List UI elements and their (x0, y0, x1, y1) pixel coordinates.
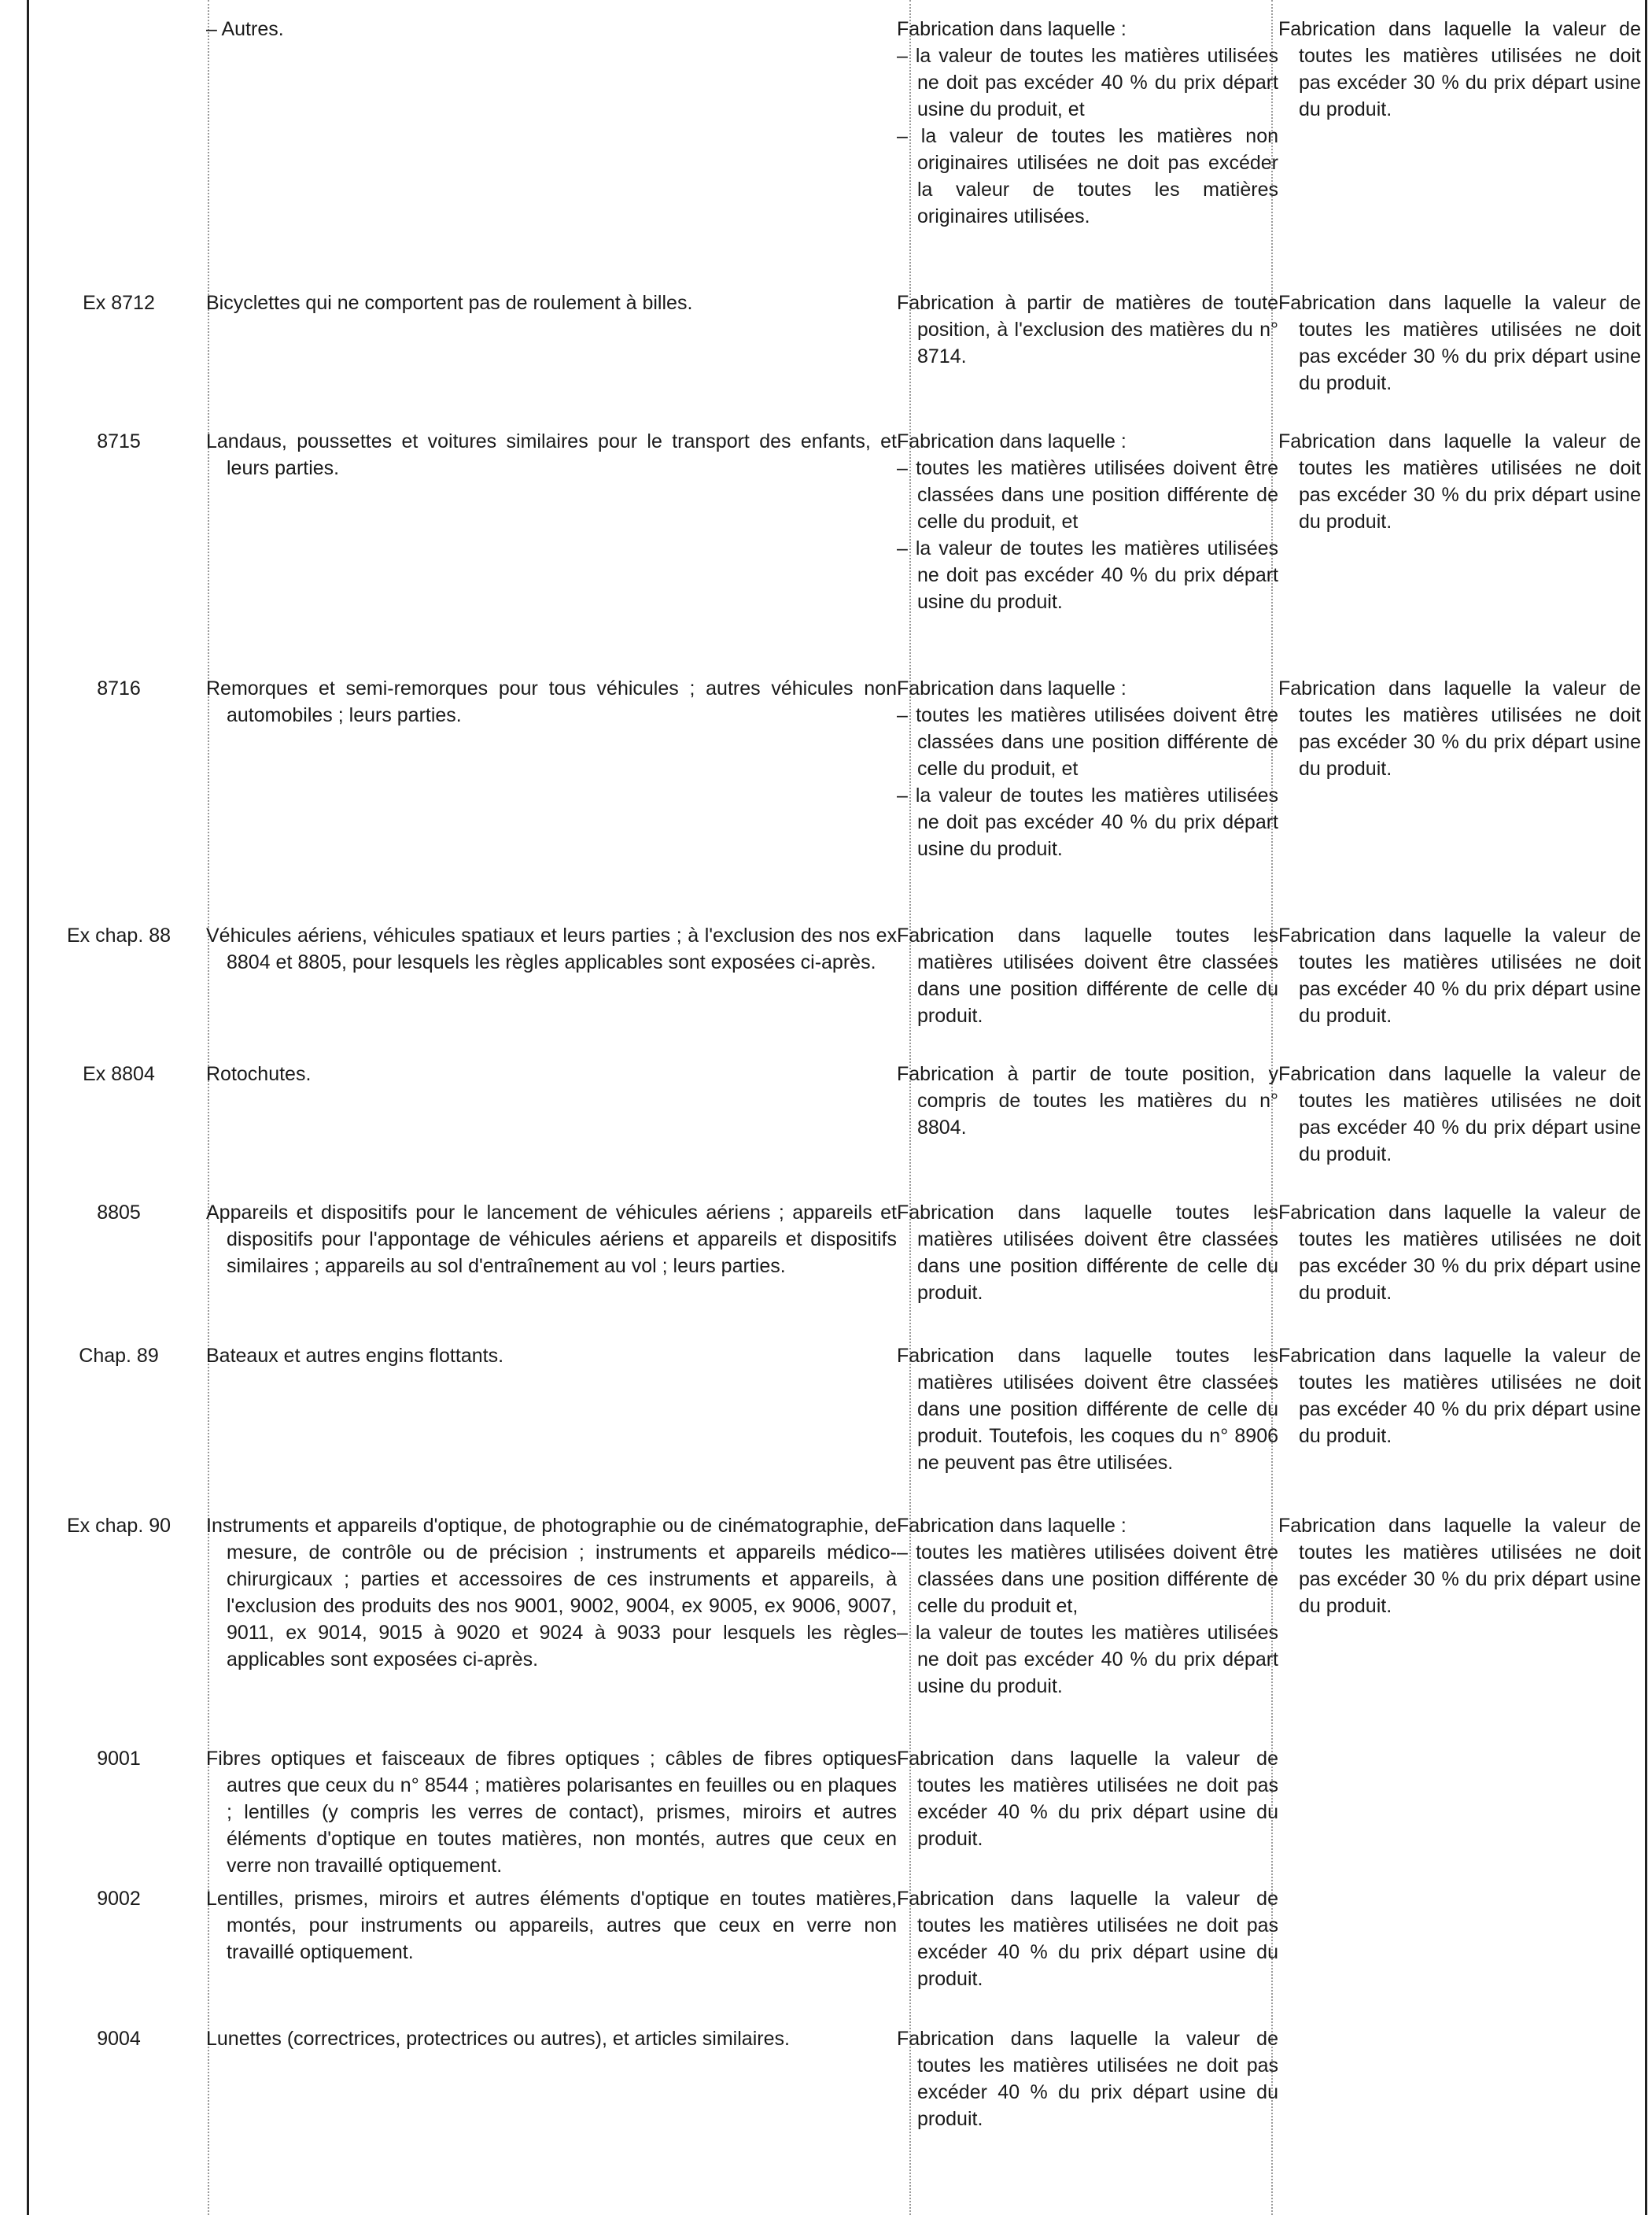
alternative-rule: Fabrication dans laquelle la valeur de toutes les matières utilisées ne doit pas excéder 40 % du prix départ usine du produit. (1278, 1063, 1641, 1165)
origin-rules-table (31, 16, 1641, 2165)
alternative-rule (1278, 1885, 1641, 2025)
alternative-rule: Fabrication dans laquelle la valeur de toutes les matières utilisées ne doit pas excéder 40 % du prix départ usine du produit. (1278, 925, 1641, 1027)
heading-code: Ex 8712 (83, 292, 155, 314)
table-row (31, 1342, 1641, 1512)
working-rule: Fabrication dans laquelle toutes les matières utilisées doivent être classées dans une position différente de celle du produit. (897, 1202, 1278, 1304)
product-description: Lentilles, prismes, miroirs et autres éléments d'optique en toutes matières, montés, pour instruments ou appareils, autres que ceux en verre non travaillé optiquement. (206, 1888, 897, 1963)
table-row (31, 2025, 1641, 2165)
heading-code: Ex 8804 (83, 1063, 155, 1085)
product-description: Véhicules aériens, véhicules spatiaux et leurs parties ; à l'exclusion des nos ex 8804 et 8805, pour lesquels les règles applicables sont exposées ci-après. (206, 925, 897, 973)
rule-intro: Fabrication dans laquelle : (897, 430, 1127, 452)
table-row (31, 290, 1641, 428)
table-row (31, 1061, 1641, 1199)
product-description: Appareils et dispositifs pour le lancement de véhicules aériens ; appareils et dispositifs pour l'appontage de véhicules aériens et appareils et dispositifs similaires ; appareils au sol d'entraînement au vol ; leurs parties. (206, 1202, 897, 1277)
alternative-rule: Fabrication dans laquelle la valeur de toutes les matières utilisées ne doit pas excéder 30 % du prix départ usine du produit. (1278, 430, 1641, 533)
rule-item: – toutes les matières utilisées doivent être classées dans une position différente de celle du produit, et (897, 457, 1278, 533)
table-row (31, 922, 1641, 1061)
working-rule (897, 428, 1278, 675)
table-row (31, 16, 1641, 290)
product-description: Remorques et semi-remorques pour tous véhicules ; autres véhicules non automobiles ; leurs parties. (206, 677, 897, 726)
table-row (31, 1885, 1641, 2025)
heading-code: 9001 (97, 1748, 141, 1770)
table-row (31, 1199, 1641, 1342)
product-description: Rotochutes. (206, 1063, 312, 1085)
working-rule: Fabrication à partir de toute position, y compris de toutes les matières du n° 8804. (897, 1063, 1278, 1139)
rule-intro: Fabrication dans laquelle : (897, 1515, 1127, 1537)
product-description: Bateaux et autres engins flottants. (206, 1345, 504, 1367)
rule-item: – toutes les matières utilisées doivent être classées dans une position différente de celle du produit, et (897, 704, 1278, 780)
product-description: Fibres optiques et faisceaux de fibres optiques ; câbles de fibres optiques autres que ceux du n° 8544 ; matières polarisantes en feuilles ou en plaques ; lentilles (y compris les verres de contact), prismes, miroirs et autres éléments d'optique en toutes matières, non montés, autres que ceux en verre non travaillé optiquement. (206, 1748, 897, 1877)
table-row (31, 1512, 1641, 1745)
table-row (31, 428, 1641, 675)
right-border-line (1645, 0, 1647, 2215)
heading-code: 8716 (97, 677, 141, 700)
heading-code: 8805 (97, 1202, 141, 1224)
heading-code: 8715 (97, 430, 141, 452)
rule-item: – la valeur de toutes les matières utilisées ne doit pas excéder 40 % du prix départ usine du produit. (897, 784, 1278, 860)
working-rule: Fabrication dans laquelle toutes les matières utilisées doivent être classées dans une position différente de celle du produit. (897, 925, 1278, 1027)
working-rule: Fabrication à partir de matières de toute position, à l'exclusion des matières du n° 8714. (897, 292, 1278, 367)
heading-code: Ex chap. 88 (66, 925, 171, 947)
heading-code: 9004 (97, 2028, 141, 2050)
rule-item: – la valeur de toutes les matières utilisées ne doit pas excéder 40 % du prix départ usine du produit. (897, 537, 1278, 613)
alternative-rule: Fabrication dans laquelle la valeur de toutes les matières utilisées ne doit pas excéder 30 % du prix départ usine du produit. (1278, 18, 1641, 120)
alternative-rule: Fabrication dans laquelle la valeur de toutes les matières utilisées ne doit pas excéder 30 % du prix départ usine du produit. (1278, 1202, 1641, 1304)
rule-item: – la valeur de toutes les matières utilisées ne doit pas excéder 40 % du prix départ usine du produit, et (897, 45, 1278, 120)
rule-intro: Fabrication dans laquelle : (897, 18, 1127, 40)
alternative-rule: Fabrication dans laquelle la valeur de toutes les matières utilisées ne doit pas excéder 30 % du prix départ usine du produit. (1278, 292, 1641, 394)
heading-code: 9002 (97, 1888, 141, 1910)
alternative-rule: Fabrication dans laquelle la valeur de toutes les matières utilisées ne doit pas excéder 30 % du prix départ usine du produit. (1278, 677, 1641, 780)
heading-code (31, 16, 206, 290)
product-description: Lunettes (correctrices, protectrices ou autres), et articles similaires. (206, 2028, 790, 2050)
heading-code: Chap. 89 (79, 1345, 159, 1367)
table-row (31, 1745, 1641, 1885)
alternative-rule (1278, 2025, 1641, 2165)
working-rule: Fabrication dans laquelle la valeur de toutes les matières utilisées ne doit pas excéder 40 % du prix départ usine du produit. (897, 1888, 1278, 1990)
alternative-rule: Fabrication dans laquelle la valeur de toutes les matières utilisées ne doit pas excéder 40 % du prix départ usine du produit. (1278, 1345, 1641, 1447)
alternative-rule (1278, 1745, 1641, 1885)
product-description: Landaus, poussettes et voitures similaires pour le transport des enfants, et leurs parties. (206, 430, 897, 479)
working-rule: Fabrication dans laquelle toutes les matières utilisées doivent être classées dans une position différente de celle du produit. Toutefois, les coques du n° 8906 ne peuvent pas être utilisées. (897, 1345, 1278, 1474)
heading-code: Ex chap. 90 (66, 1515, 171, 1537)
rule-item: – toutes les matières utilisées doivent être classées dans une position différente de celle du produit et, (897, 1541, 1278, 1617)
rule-item: – la valeur de toutes les matières non originaires utilisées ne doit pas excéder la valeur de toutes les matières originaires utilisées. (897, 125, 1278, 227)
rule-intro: Fabrication dans laquelle : (897, 677, 1127, 700)
working-rule: Fabrication dans laquelle la valeur de toutes les matières utilisées ne doit pas excéder 40 % du prix départ usine du produit. (897, 2028, 1278, 2130)
product-description: Bicyclettes qui ne comportent pas de roulement à billes. (206, 292, 693, 314)
left-border-line (27, 0, 29, 2215)
working-rule (897, 675, 1278, 922)
working-rule (897, 16, 1278, 290)
rule-item: – la valeur de toutes les matières utilisées ne doit pas excéder 40 % du prix départ usine du produit. (897, 1622, 1278, 1697)
working-rule: Fabrication dans laquelle la valeur de toutes les matières utilisées ne doit pas excéder 40 % du prix départ usine du produit. (897, 1748, 1278, 1850)
table-row (31, 675, 1641, 922)
alternative-rule: Fabrication dans laquelle la valeur de toutes les matières utilisées ne doit pas excéder 30 % du prix départ usine du produit. (1278, 1515, 1641, 1617)
working-rule (897, 1512, 1278, 1745)
product-description: Instruments et appareils d'optique, de photographie ou de cinématographie, de mesure, de contrôle ou de précision ; instruments et appareils médico-chirurgicaux ; parties et accessoires de ces instruments et appareils, à l'exclusion des produits des nos 9001, 9002, 9004, ex 9005, ex 9006, 9007, 9011, ex 9014, 9015 à 9020 et 9024 à 9033 pour lesquels les règles applicables sont exposées ci-après. (206, 1515, 897, 1670)
product-description: – Autres. (206, 18, 284, 40)
